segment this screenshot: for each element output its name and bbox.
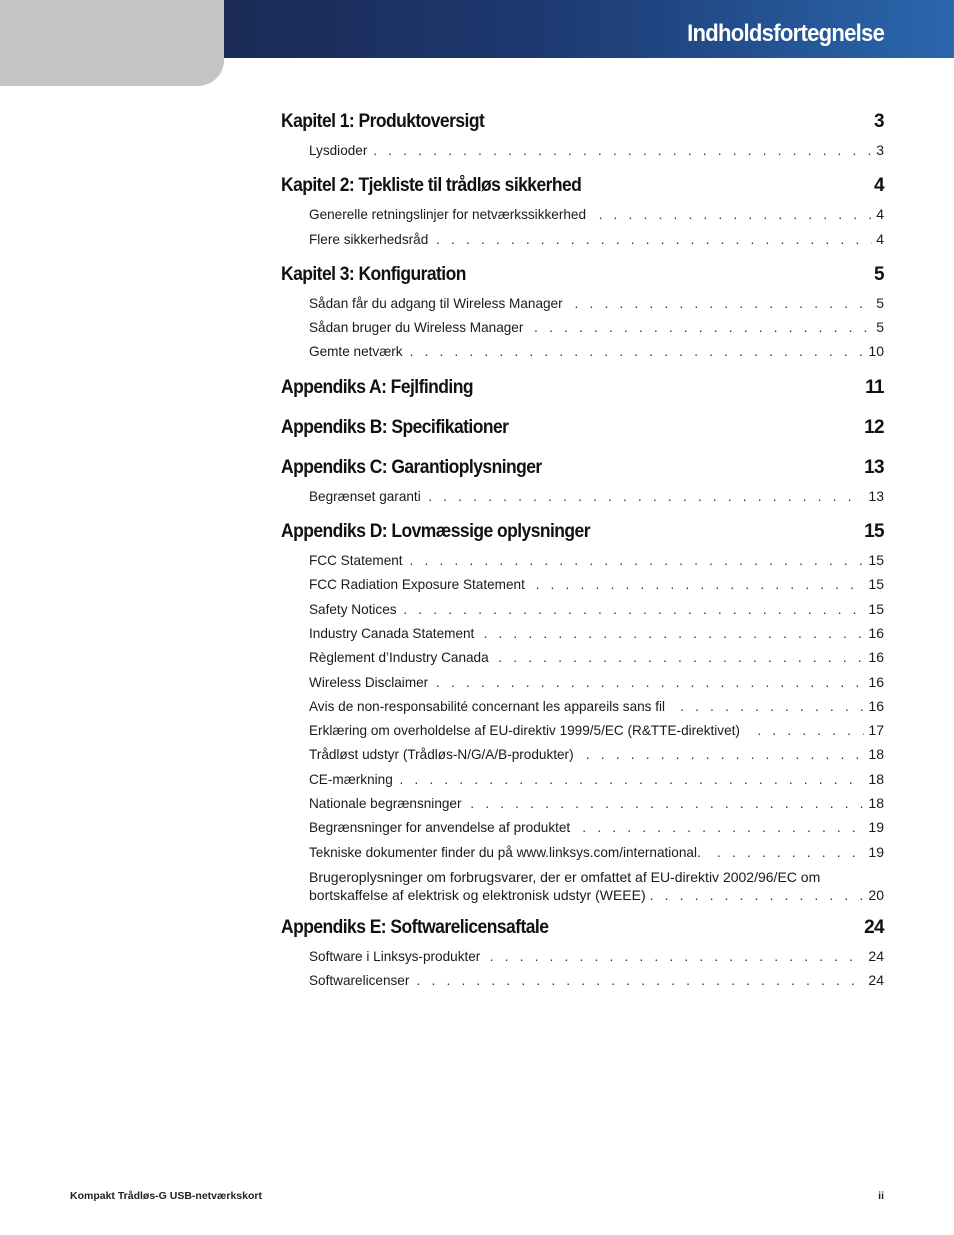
entry-text: Lysdioder: [309, 142, 368, 158]
toc-section: [281, 914, 884, 993]
toc-entry[interactable]: [309, 291, 884, 315]
entry-page-number: 16: [868, 624, 884, 641]
dot-leader: [436, 670, 865, 694]
toc-entry[interactable]: [309, 840, 884, 864]
entry-page-number: 24: [868, 972, 884, 989]
toc-section: [281, 108, 884, 162]
dot-leader: [373, 138, 872, 162]
entry-text: Flere sikkerhedsråd: [309, 230, 429, 247]
dot-leader: [490, 944, 865, 968]
entry-text: Safety Notices: [309, 600, 397, 617]
toc-entry[interactable]: [309, 791, 884, 815]
chapter-page-number: 12: [864, 416, 884, 438]
dot-leader: [399, 767, 864, 791]
entry-text: CE-mærkning: [309, 770, 393, 787]
toc-section: [281, 172, 884, 251]
chapter-title: Appendiks B: Specifikationer: [281, 416, 509, 438]
entry-page-number: 15: [868, 576, 884, 593]
entry-page-number: 13: [868, 487, 884, 504]
corner-tab: [0, 0, 224, 86]
toc-entry[interactable]: [309, 767, 884, 791]
dot-leader: [409, 548, 864, 572]
chapter-page-number: 15: [864, 521, 884, 543]
toc-entry-list: [309, 944, 884, 993]
entry-page-number: 5: [876, 294, 884, 311]
dot-leader: [574, 291, 872, 315]
chapter-title: Appendiks A: Fejlfinding: [281, 376, 473, 398]
dot-leader: [436, 227, 872, 251]
entry-page-number: 24: [868, 947, 884, 964]
toc-entry[interactable]: [309, 138, 884, 162]
toc-entry[interactable]: [309, 621, 884, 645]
entry-page-number: 19: [868, 819, 884, 836]
dot-leader: [650, 886, 865, 904]
toc-entry[interactable]: [309, 572, 884, 596]
entry-page-number: 3: [876, 142, 884, 158]
chapter-title: Appendiks E: Softwarelicensaftale: [281, 916, 549, 938]
entry-text: Tekniske dokumenter finder du på www.linksys.com/international.: [309, 843, 701, 860]
toc-chapter-heading[interactable]: [281, 108, 884, 136]
entry-page-number: 16: [868, 697, 884, 714]
toc-entry[interactable]: [309, 670, 884, 694]
chapter-page-number: 11: [865, 376, 884, 398]
toc-entry[interactable]: [309, 815, 884, 839]
chapter-page-number: 5: [874, 263, 884, 285]
dot-leader: [534, 315, 872, 339]
entry-page-number: 16: [868, 649, 884, 666]
entry-text: FCC Radiation Exposure Statement: [309, 576, 525, 593]
toc-entry[interactable]: [309, 968, 884, 992]
entry-text: Règlement d’Industry Canada: [309, 649, 489, 666]
entry-page-number: 15: [868, 600, 884, 617]
toc-entry[interactable]: [309, 227, 884, 251]
toc-entry[interactable]: [309, 742, 884, 766]
toc-section: [281, 414, 884, 442]
entry-text: Brugeroplysninger om forbrugsvarer, der er omfattet af EU-direktiv 2002/96/EC om: [309, 868, 821, 885]
toc-entry[interactable]: [309, 694, 884, 718]
dot-leader: [403, 597, 864, 621]
toc-entry[interactable]: [309, 868, 884, 904]
entry-page-number: 10: [868, 343, 884, 360]
toc-chapter-heading[interactable]: [281, 414, 884, 442]
entry-text-continued: bortskaffelse af elektrisk og elektronisk udstyr (WEEE): [309, 886, 646, 903]
dot-leader: [409, 339, 864, 363]
entry-page-number: 18: [868, 795, 884, 812]
chapter-page-number: 4: [874, 175, 884, 197]
toc-entry[interactable]: [309, 548, 884, 572]
chapter-title: Kapitel 3: Konfiguration: [281, 263, 466, 285]
toc-entry[interactable]: [309, 202, 884, 226]
entry-text: Begrænsninger for anvendelse af produktet: [309, 819, 571, 836]
dot-leader: [428, 484, 864, 508]
chapter-title: Appendiks D: Lovmæssige oplysninger: [281, 521, 590, 543]
entry-text: Softwarelicenser: [309, 972, 410, 989]
entry-text: Sådan bruger du Wireless Manager: [309, 319, 524, 336]
dot-leader: [717, 840, 865, 864]
toc-section: [281, 454, 884, 508]
toc-chapter-heading[interactable]: [281, 261, 884, 289]
entry-text: Software i Linksys-produkter: [309, 947, 481, 964]
entry-page-number: 16: [868, 673, 884, 690]
entry-page-number: 17: [868, 722, 884, 739]
dot-leader: [470, 791, 864, 815]
dot-leader: [599, 202, 873, 226]
toc-entry[interactable]: [309, 718, 884, 742]
entry-text: Nationale begrænsninger: [309, 795, 462, 812]
chapter-page-number: 13: [864, 456, 884, 478]
dot-leader: [536, 572, 865, 596]
entry-page-number: 4: [876, 206, 884, 223]
entry-text: Generelle retningslinjer for netværkssikkerhed: [309, 206, 587, 223]
dot-leader: [586, 742, 865, 766]
toc-chapter-heading[interactable]: [281, 374, 884, 402]
entry-page-number: 19: [868, 843, 884, 860]
dot-leader: [757, 718, 864, 742]
chapter-title: Kapitel 2: Tjekliste til trådløs sikkerhed: [281, 175, 582, 197]
dot-leader: [582, 815, 864, 839]
dot-leader: [417, 968, 865, 992]
entry-text: Trådløst udstyr (Trådløs-N/G/A/B-produkter): [309, 746, 574, 763]
toc-chapter-heading[interactable]: [281, 914, 884, 942]
toc-entry-list: [309, 202, 884, 251]
dot-leader: [483, 621, 864, 645]
entry-page-number: 15: [868, 552, 884, 569]
toc-section: [281, 518, 884, 904]
entry-text: FCC Statement: [309, 552, 403, 569]
toc-chapter-heading[interactable]: [281, 454, 884, 482]
entry-page-number: 18: [868, 746, 884, 763]
toc-chapter-heading[interactable]: [281, 518, 884, 546]
toc-section: [281, 374, 884, 402]
entry-page-number: 20: [868, 886, 884, 903]
toc-section: [281, 261, 884, 364]
footer-page-number: ii: [878, 1190, 884, 1202]
header-bar: [224, 0, 954, 58]
entry-page-number: 4: [876, 230, 884, 247]
entry-text: Erklæring om overholdelse af EU-direktiv 1999/5/EC (R&TTE-direktivet): [309, 722, 740, 739]
entry-page-number: 5: [876, 319, 884, 336]
chapter-page-number: 3: [874, 111, 884, 132]
toc-entry[interactable]: [309, 944, 884, 968]
entry-text: Avis de non-responsabilité concernant les appareils sans fil: [309, 697, 666, 714]
entry-text: Begrænset garanti: [309, 487, 421, 504]
entry-text: Gemte netværk: [309, 343, 403, 360]
entry-text: Industry Canada Statement: [309, 624, 475, 641]
chapter-title: Kapitel 1: Produktoversigt: [281, 111, 485, 132]
toc-entry-list: [309, 291, 884, 364]
toc-entry[interactable]: [309, 315, 884, 339]
toc-entry[interactable]: [309, 597, 884, 621]
footer-product-name: Kompakt Trådløs-G USB-netværkskort: [70, 1190, 262, 1202]
entry-page-number: 18: [868, 770, 884, 787]
toc-entry-list: [309, 484, 884, 508]
dot-leader: [498, 645, 864, 669]
table-of-contents: [281, 108, 884, 1003]
toc-entry[interactable]: [309, 339, 884, 363]
page-title: Indholdsfortegnelse: [686, 20, 884, 47]
toc-chapter-heading[interactable]: [281, 172, 884, 200]
toc-entry-list: [309, 138, 884, 162]
chapter-page-number: 24: [864, 916, 884, 938]
toc-entry-list: [309, 548, 884, 904]
entry-text: Sådan får du adgang til Wireless Manager: [309, 294, 563, 311]
toc-entry[interactable]: [309, 484, 884, 508]
chapter-title: Appendiks C: Garantioplysninger: [281, 456, 542, 478]
entry-text: Wireless Disclaimer: [309, 673, 429, 690]
dot-leader: [680, 694, 864, 718]
toc-entry[interactable]: [309, 645, 884, 669]
